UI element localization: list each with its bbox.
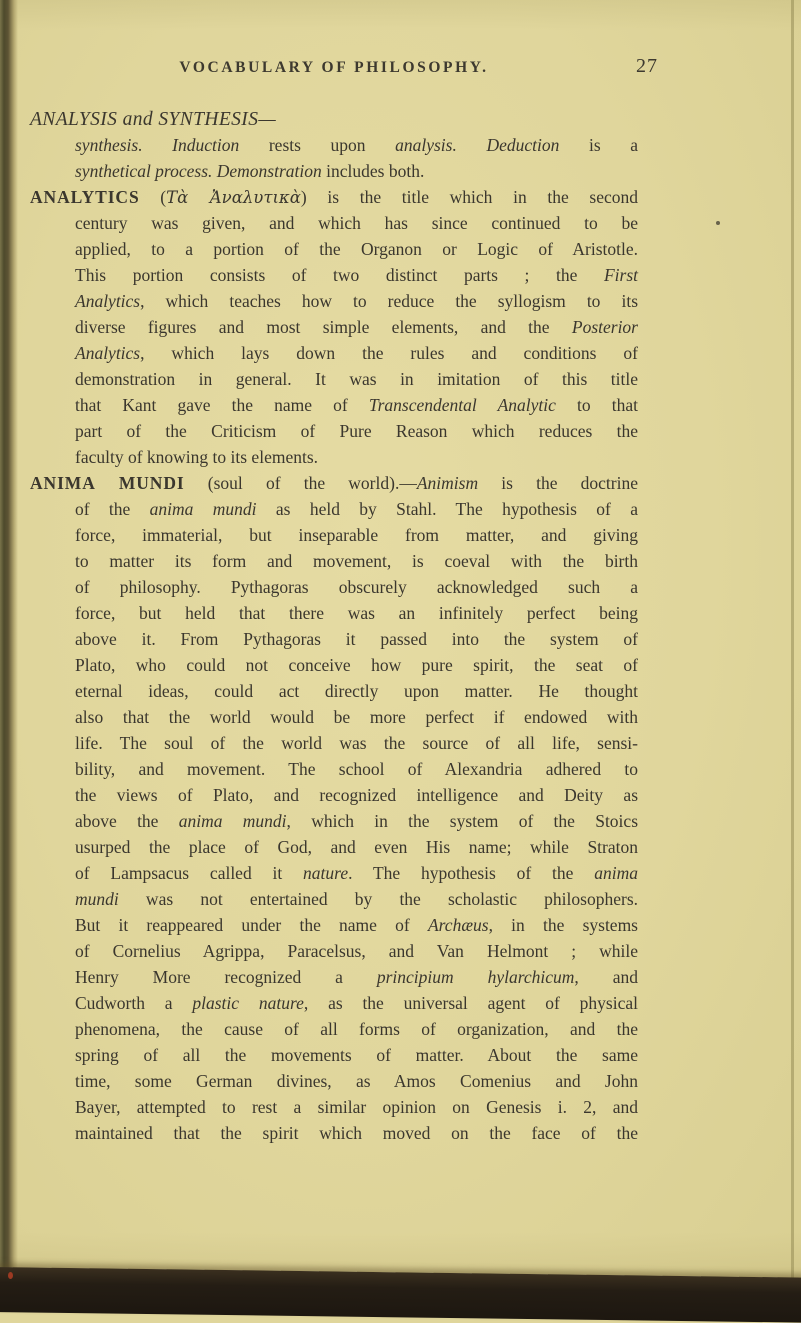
text-line [30, 1068, 638, 1094]
text-segment: ) is the title which in the second [301, 187, 638, 207]
text-line [30, 366, 638, 392]
text-line [30, 678, 638, 704]
text-line [30, 990, 638, 1016]
text-segment: First [604, 265, 638, 285]
text-line [30, 574, 638, 600]
text-line [30, 184, 638, 210]
text-segment: nature [303, 863, 348, 883]
text-segment: of the [75, 499, 150, 519]
text-segment: . The hypothesis of the [348, 863, 594, 883]
text-segment: Analytics [75, 343, 140, 363]
text-line [30, 756, 638, 782]
text-line [30, 132, 638, 158]
text-segment: (soul of the world).— [185, 473, 417, 493]
text-line [30, 340, 638, 366]
text-segment: as held by Stahl. The hypothesis of a [257, 499, 638, 519]
text-segment: ANALYSIS and SYNTHESIS— [30, 109, 276, 130]
text-segment: Demonstration [217, 161, 322, 181]
text-segment: usurped the place of God, and even His name; while Straton [75, 837, 638, 857]
text-segment: plastic nature [192, 993, 304, 1013]
text-segment: Induction [172, 135, 239, 155]
text-segment: , in the systems [489, 915, 638, 935]
text-segment: analysis. [395, 135, 457, 155]
text-segment: bility, and movement. The school of Alexandria adhered to [75, 759, 638, 779]
text-segment: Plato, who could not conceive how pure spirit, the seat of [75, 655, 638, 675]
text-line [30, 314, 638, 340]
text-segment: , which lays down the rules and conditions of [140, 343, 638, 363]
text-line [30, 444, 638, 470]
text-segment: mundi [75, 889, 119, 909]
text-segment: ANALYTICS [30, 187, 140, 207]
text-line [30, 1094, 638, 1120]
text-segment: to matter its form and movement, is coeval with the birth [75, 551, 638, 571]
text-line [30, 236, 638, 262]
text-line [30, 730, 638, 756]
text-segment: , which teaches how to reduce the syllogism to its [140, 291, 638, 311]
text-segment: is the doctrine [478, 473, 638, 493]
ink-speck [716, 221, 720, 225]
running-title: VOCABULARY OF PHILOSOPHY. [30, 59, 638, 77]
page-header [30, 57, 638, 83]
text-line [30, 418, 638, 444]
text-line [30, 262, 638, 288]
scan-dark-band [0, 1267, 801, 1323]
text-segment: applied, to a portion of the Organon or Logic of Aristotle. [75, 239, 638, 259]
text-segment: of Lampsacus called it [75, 863, 303, 883]
text-line [30, 600, 638, 626]
text-line [30, 1042, 638, 1068]
text-line [30, 1120, 638, 1146]
text-line [30, 782, 638, 808]
text-segment [143, 135, 173, 155]
text-line [30, 626, 638, 652]
text-segment: above the [75, 811, 179, 831]
text-segment: Animism [417, 473, 478, 493]
text-segment: Transcendental Analytic [369, 395, 556, 415]
text-line [30, 210, 638, 236]
page-number: 27 [636, 55, 696, 78]
text-line [30, 808, 638, 834]
text-segment: force, but held that there was an infinitely perfect being [75, 603, 638, 623]
text-segment: phenomena, the cause of all forms of organization, and the [75, 1019, 638, 1039]
text-segment: Archæus [428, 915, 489, 935]
text-line [30, 652, 638, 678]
text-segment: diverse figures and most simple elements, and the [75, 317, 572, 337]
text-segment: principium hylarchicum [377, 967, 575, 987]
text-segment: century was given, and which has since continued to be [75, 213, 638, 233]
text-segment: ANIMA MUNDI [30, 473, 185, 493]
text-segment: Henry More recognized a [75, 967, 377, 987]
text-line [30, 938, 638, 964]
text-line [30, 106, 638, 132]
text-segment: ( [140, 187, 167, 207]
text-line [30, 522, 638, 548]
text-line [30, 496, 638, 522]
text-segment: But it reappeared under the name of [75, 915, 428, 935]
text-line [30, 1016, 638, 1042]
text-segment: also that the world would be more perfect if endowed with [75, 707, 638, 727]
text-segment: includes both. [322, 161, 425, 181]
text-segment: faculty of knowing to its elements. [75, 447, 318, 467]
text-segment: anima [594, 863, 638, 883]
text-segment: eternal ideas, could act directly upon matter. He thought [75, 681, 638, 701]
text-segment: , and [574, 967, 638, 987]
text-segment: Bayer, attempted to rest a similar opinion on Genesis i. 2, and [75, 1097, 638, 1117]
text-segment: synthetical process. [75, 161, 212, 181]
text-segment [457, 135, 487, 155]
text-block [30, 106, 638, 1146]
text-segment: to that [556, 395, 638, 415]
text-segment: Deduction [486, 135, 559, 155]
text-line [30, 834, 638, 860]
text-segment: of philosophy. Pythagoras obscurely acknowledged such a [75, 577, 638, 597]
book-spine-edge [0, 0, 18, 1287]
text-segment: force, immaterial, but inseparable from matter, and giving [75, 525, 638, 545]
text-segment: demonstration in general. It was in imitation of this title [75, 369, 638, 389]
text-line [30, 886, 638, 912]
text-segment: of Cornelius Agrippa, Paracelsus, and Van Helmont ; while [75, 941, 638, 961]
text-segment: Τὰ Ἀναλυτικὰ [166, 188, 301, 207]
red-speck [8, 1272, 13, 1279]
text-segment: Cudworth a [75, 993, 192, 1013]
text-line [30, 392, 638, 418]
text-segment: rests upon [239, 135, 395, 155]
text-segment: maintained that the spirit which moved on the face of the [75, 1123, 638, 1143]
text-segment: This portion consists of two distinct parts ; the [75, 265, 604, 285]
text-segment: above it. From Pythagoras it passed into the system of [75, 629, 638, 649]
text-line [30, 470, 638, 496]
text-line [30, 548, 638, 574]
text-segment: part of the Criticism of Pure Reason which reduces the [75, 421, 638, 441]
page-right-edge [791, 0, 794, 1287]
text-segment: , which in the system of the Stoics [287, 811, 638, 831]
text-segment: Analytics [75, 291, 140, 311]
text-segment: that Kant gave the name of [75, 395, 369, 415]
text-segment: anima mundi [179, 811, 287, 831]
text-segment: spring of all the movements of matter. About the same [75, 1045, 638, 1065]
text-segment: was not entertained by the scholastic philosophers. [119, 889, 638, 909]
text-segment: life. The soul of the world was the source of all life, sensi- [75, 733, 638, 753]
text-segment: is a [559, 135, 638, 155]
text-line [30, 288, 638, 314]
text-segment: time, some German divines, as Amos Comenius and John [75, 1071, 638, 1091]
text-segment: the views of Plato, and recognized intelligence and Deity as [75, 785, 638, 805]
text-line [30, 704, 638, 730]
text-line [30, 860, 638, 886]
text-segment: Posterior [572, 317, 638, 337]
text-line [30, 964, 638, 990]
text-segment: anima mundi [150, 499, 257, 519]
text-line [30, 912, 638, 938]
text-segment: synthesis. [75, 135, 143, 155]
text-line [30, 158, 638, 184]
text-segment: , as the universal agent of physical [304, 993, 638, 1013]
